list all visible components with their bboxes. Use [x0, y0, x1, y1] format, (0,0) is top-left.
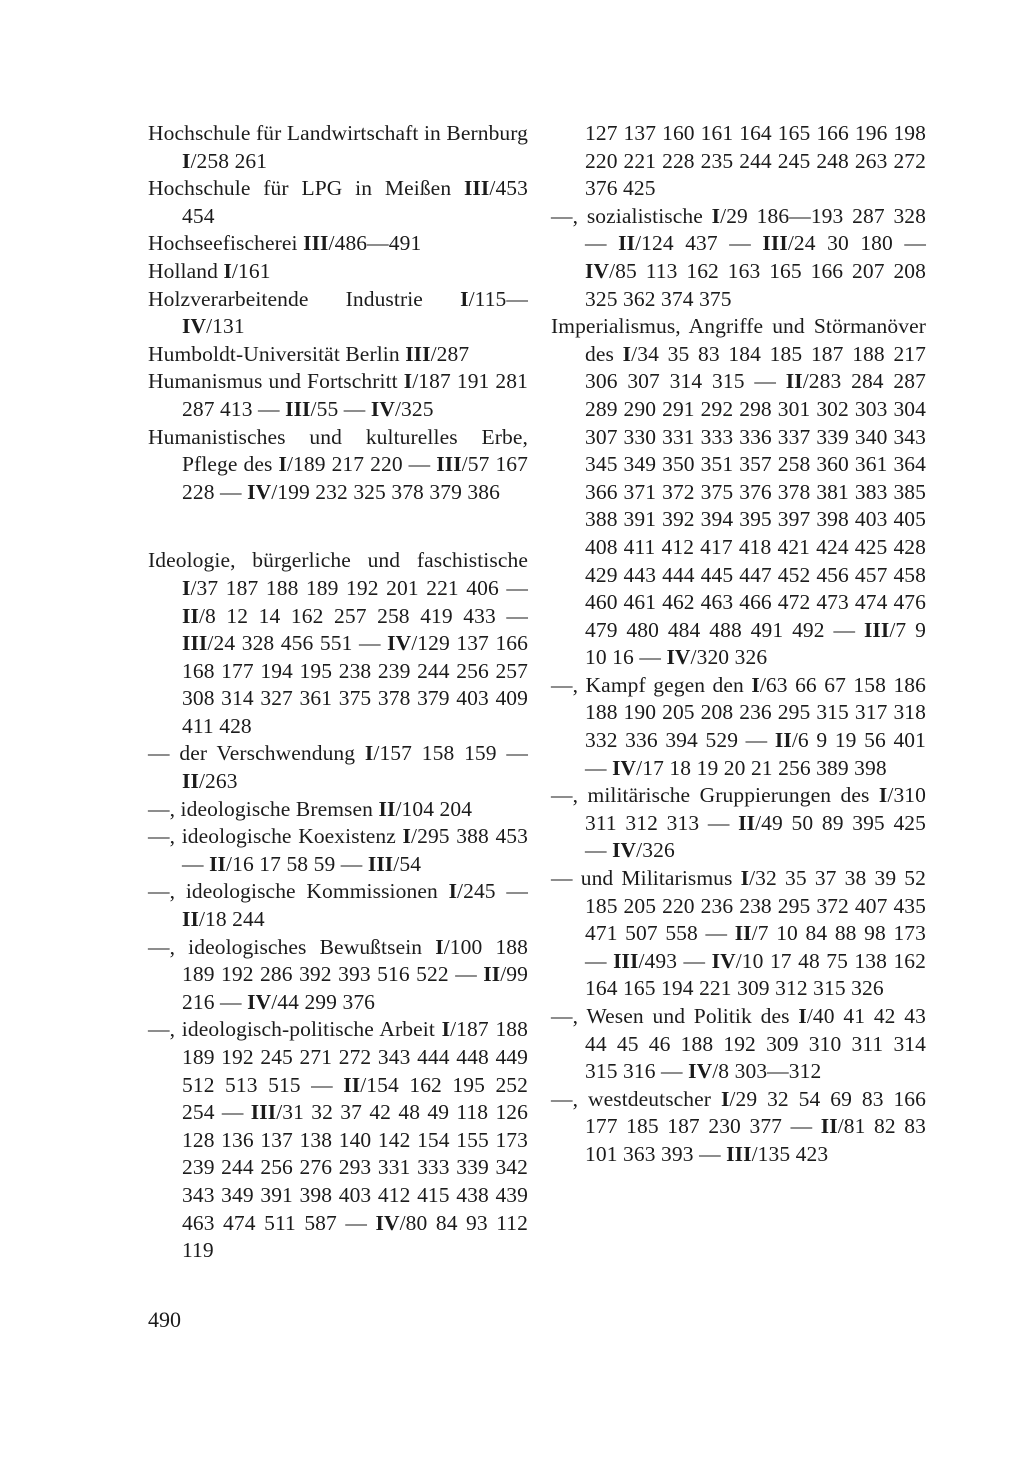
index-entry: —, militärische Gruppierungen des I/310 311 312 313 — II/49 50 89 395 425 — IV/326 — [551, 783, 926, 863]
index-entry: —, ideologisches Bewußtsein I/100 188 189 192 286 392 393 516 522 — II/99 216 — IV/44 299 376 — [148, 934, 528, 1014]
index-entry: —, Wesen und Politik des I/40 41 42 43 44 45 46 188 192 309 310 311 314 315 316 — IV/8 303—312 — [551, 1004, 926, 1084]
index-entry: —, ideologische Koexistenz I/295 388 453 — II/16 17 58 59 — III/54 — [148, 824, 528, 876]
index-entry: Holzverarbeitende Industrie I/115— IV/131 — [148, 286, 528, 339]
index-entry: Humanistisches und kulturelles Erbe, Pflege des I/189 217 220 — III/57 167 228 — IV/199 232 325 378 379 386 — [148, 424, 528, 504]
index-entry: —, ideologisch-politische Arbeit I/187 188 189 192 245 271 272 343 444 448 449 512 513 515 — II/154 162 195 252 254 — III/31 32 37 42 48 49 118 126 128 136 137 138 140 142 154 155 173 239 244 256 276 293 331 333 339 342 343 349 391 398 403 412 415 438 439 463 474 511 587 — IV/80 84 93 112 119 — [148, 1017, 529, 1263]
index-entry: —, ideologische Bremsen II/104 204 — [148, 796, 473, 821]
index-column-right — [551, 120, 926, 1169]
index-entry: Ideologie, bürgerliche und faschistische I/37 187 188 189 192 201 221 406 — II/8 12 14 162 257 258 419 433 — III/24 328 456 551 — IV/129 137 166 168 177 194 195 238 239 244 256 257 308 314 327 361 375 378 379 403 409 411 428 — [148, 548, 528, 738]
index-entry: Hochschule für Landwirtschaft in Bernburg I/258 261 — [148, 121, 528, 173]
index-entry: — der Verschwendung I/157 158 159 — II/263 — [148, 741, 529, 794]
index-entry: —, ideologische Kommissionen I/245 — II/18 244 — [148, 879, 528, 932]
page-number: 490 — [148, 1307, 181, 1332]
index-column-left — [148, 120, 528, 1265]
index-entry: Humanismus und Fortschritt I/187 191 281 287 413 — III/55 — IV/325 — [148, 369, 528, 421]
index-entry: Imperialismus, Angriffe und Störmanöver des I/34 35 83 184 185 187 188 217 306 307 314 315 — II/283 284 287 289 290 291 292 298 301 302 303 304 307 330 331 333 336 337 339 340 343 345 349 350 351 357 258 360 361 364 366 371 372 375 376 378 381 383 385 388 391 392 394 395 397 398 403 405 408 411 412 417 418 421 424 425 428 429 443 444 445 447 452 456 457 458 460 461 462 463 466 472 473 474 476 479 480 484 488 491 492 — III/7 9 10 16 — IV/320 326 — [551, 314, 927, 670]
index-entry: Holland I/161 — [148, 258, 271, 283]
index-entry: —, westdeutscher I/29 32 54 69 83 166 177 185 187 230 377 — II/81 82 83 101 363 393 — III/135 423 — [551, 1086, 927, 1166]
index-entry-continued: 127 137 160 161 164 165 166 196 198 220 221 228 235 244 245 248 263 272 376 425 — [585, 121, 926, 201]
index-entry: — und Militarismus I/32 35 37 38 39 52 185 205 220 236 238 295 372 407 435 471 507 558 — II/7 10 84 88 98 173 — III/493 — IV/10 17 48 75 138 162 164 165 194 221 309 312 315 326 — [551, 866, 926, 1001]
index-entry: Hochseefischerei III/486—491 — [148, 231, 422, 256]
index-entry: —, sozialistische I/29 186—193 287 328 — II/124 437 — III/24 30 180 — IV/85 113 162 163 165 166 207 208 325 362 374 375 — [551, 203, 926, 311]
index-entry: Humboldt-Universität Berlin III/287 — [148, 341, 470, 366]
index-entry: —, Kampf gegen den I/63 66 67 158 186 188 190 205 208 236 295 315 317 318 332 336 394 529 — II/6 9 19 56 401 — IV/17 18 19 20 21 256 389 398 — [551, 672, 926, 780]
index-entry: Hochschule für LPG in Meißen III/453 454 — [148, 176, 528, 228]
section-gap — [148, 506, 528, 547]
